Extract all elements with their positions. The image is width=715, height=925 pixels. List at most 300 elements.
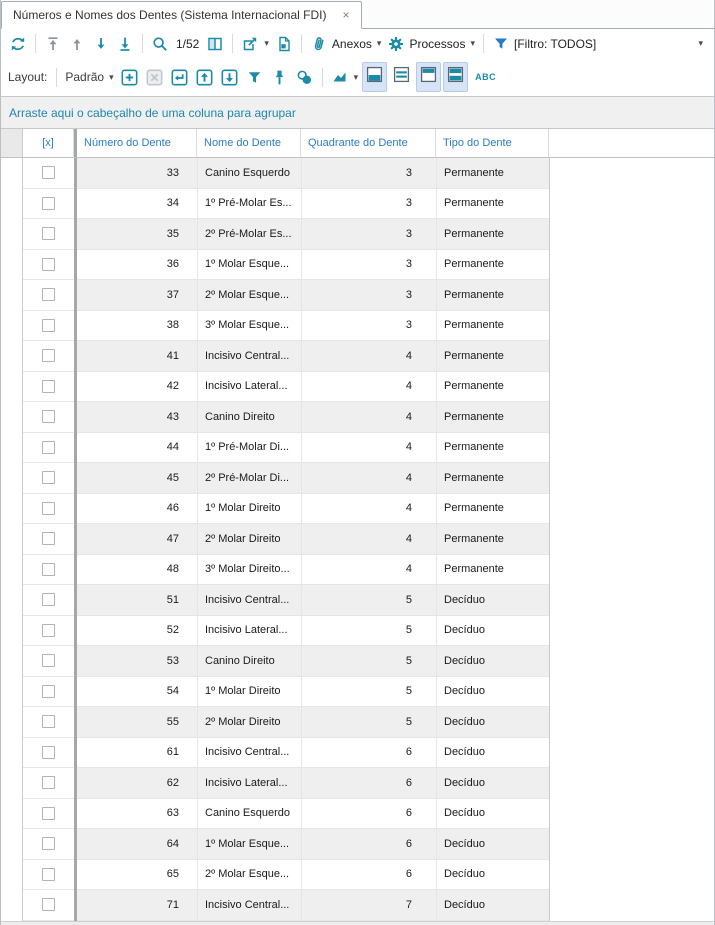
cell-nome-do-dente: 3º Molar Esque...: [197, 311, 301, 342]
checkbox[interactable]: [42, 837, 55, 850]
cell-numero-do-dente: 53: [77, 646, 197, 677]
view-stripes-toggle[interactable]: [389, 62, 414, 92]
row-checkbox-cell[interactable]: [23, 799, 74, 830]
checkbox[interactable]: [42, 227, 55, 240]
cell-quadrante-do-dente: 4: [301, 555, 436, 586]
row-filler: [549, 494, 714, 525]
table-row[interactable]: [1, 585, 714, 616]
table-row[interactable]: [1, 524, 714, 555]
cell-tipo-do-dente: Permanente: [436, 372, 549, 403]
row-filler: [549, 585, 714, 616]
paperclip-icon: [310, 35, 328, 53]
first-record-button[interactable]: [41, 33, 65, 55]
row-filler: [549, 341, 714, 372]
header-nome-do-dente[interactable]: Nome do Dente: [197, 129, 301, 158]
cell-numero-do-dente: 61: [77, 738, 197, 769]
add-button[interactable]: [117, 66, 142, 89]
row-filler: [549, 433, 714, 464]
cell-quadrante-do-dente: 3: [301, 219, 436, 250]
row-filler: [549, 555, 714, 586]
cell-quadrante-do-dente: 3: [301, 189, 436, 220]
cell-nome-do-dente: Canino Esquerdo: [197, 799, 301, 830]
checkbox[interactable]: [42, 685, 55, 698]
bottom-strip: [1, 921, 714, 925]
first-record-icon: [44, 35, 62, 53]
row-filler: [549, 311, 714, 342]
table-row[interactable]: [1, 219, 714, 250]
cell-quadrante-do-dente: 4: [301, 433, 436, 464]
cell-quadrante-do-dente: 5: [301, 677, 436, 708]
checkbox[interactable]: [42, 471, 55, 484]
row-checkbox-cell[interactable]: [23, 158, 74, 189]
row-filler: [549, 860, 714, 891]
record-counter: 1/52: [176, 36, 200, 51]
view-top-fill-icon: [420, 66, 437, 88]
separator: [301, 34, 302, 53]
cell-nome-do-dente: Incisivo Lateral...: [197, 372, 301, 403]
processos-label: Processos: [409, 36, 466, 51]
table-row[interactable]: [1, 372, 714, 403]
checkbox[interactable]: [42, 441, 55, 454]
checkbox[interactable]: [42, 258, 55, 271]
cell-nome-do-dente: 1º Molar Direito: [197, 494, 301, 525]
table-row[interactable]: [1, 555, 714, 586]
row-filler: [549, 463, 714, 494]
cell-tipo-do-dente: Decíduo: [436, 890, 549, 921]
row-indicator: [1, 677, 23, 708]
table-row[interactable]: [1, 250, 714, 281]
cell-quadrante-do-dente: 7: [301, 890, 436, 921]
checkbox[interactable]: [42, 288, 55, 301]
cell-nome-do-dente: Incisivo Central...: [197, 738, 301, 769]
cell-numero-do-dente: 51: [77, 585, 197, 616]
checkbox[interactable]: [42, 563, 55, 576]
header-numero-do-dente[interactable]: Número do Dente: [77, 129, 197, 158]
cell-quadrante-do-dente: 4: [301, 463, 436, 494]
cell-tipo-do-dente: Permanente: [436, 250, 549, 281]
cell-tipo-do-dente: Permanente: [436, 158, 549, 189]
cell-nome-do-dente: Incisivo Lateral...: [197, 768, 301, 799]
cell-numero-do-dente: 63: [77, 799, 197, 830]
table-row[interactable]: [1, 890, 714, 921]
cell-tipo-do-dente: Permanente: [436, 280, 549, 311]
cell-numero-do-dente: 52: [77, 616, 197, 647]
abc-icon[interactable]: ABC: [475, 72, 497, 82]
cell-numero-do-dente: 47: [77, 524, 197, 555]
row-checkbox-cell[interactable]: [23, 738, 74, 769]
tab-title: Números e Nomes dos Dentes (Sistema Internacional FDI): [13, 8, 327, 22]
grid-rows: [1, 158, 714, 921]
main-toolbar: [1, 29, 714, 58]
cell-quadrante-do-dente: 3: [301, 158, 436, 189]
table-row[interactable]: [1, 860, 714, 891]
next-record-button[interactable]: [89, 33, 113, 55]
chevron-down-icon[interactable]: ▾: [698, 38, 703, 48]
row-indicator: [1, 158, 23, 189]
row-indicator: [1, 189, 23, 220]
cell-nome-do-dente: 2º Molar Esque...: [197, 860, 301, 891]
separator: [322, 68, 323, 87]
checkbox[interactable]: [42, 166, 55, 179]
cell-tipo-do-dente: Decíduo: [436, 616, 549, 647]
row-checkbox-cell[interactable]: [23, 677, 74, 708]
row-indicator: [1, 341, 23, 372]
table-row[interactable]: [1, 280, 714, 311]
anexos-button[interactable]: [307, 33, 385, 55]
row-filler: [549, 524, 714, 555]
edit-button[interactable]: [167, 66, 192, 89]
refresh-button[interactable]: [6, 33, 30, 55]
row-indicator: [1, 616, 23, 647]
row-checkbox-cell[interactable]: [23, 768, 74, 799]
table-row[interactable]: [1, 433, 714, 464]
checkbox[interactable]: [42, 197, 55, 210]
row-filler: [549, 707, 714, 738]
row-indicator: [1, 860, 23, 891]
row-filler: [549, 799, 714, 830]
cell-quadrante-do-dente: 4: [301, 402, 436, 433]
row-checkbox-cell[interactable]: [23, 311, 74, 342]
cell-numero-do-dente: 35: [77, 219, 197, 250]
cell-numero-do-dente: 46: [77, 494, 197, 525]
columns-icon: [206, 35, 224, 53]
cell-numero-do-dente: 45: [77, 463, 197, 494]
cell-tipo-do-dente: Permanente: [436, 219, 549, 250]
overlapping-circles-icon: [295, 68, 314, 87]
cell-tipo-do-dente: Decíduo: [436, 829, 549, 860]
cell-tipo-do-dente: Permanente: [436, 341, 549, 372]
cell-numero-do-dente: 41: [77, 341, 197, 372]
cell-nome-do-dente: 2º Pré-Molar Es...: [197, 219, 301, 250]
export-icon: [241, 35, 259, 53]
row-filler: [549, 280, 714, 311]
row-checkbox-cell[interactable]: [23, 890, 74, 921]
cell-tipo-do-dente: Permanente: [436, 433, 549, 464]
row-filler: [549, 890, 714, 921]
cell-nome-do-dente: 1º Pré-Molar Es...: [197, 189, 301, 220]
separator: [35, 34, 36, 53]
cell-tipo-do-dente: Decíduo: [436, 585, 549, 616]
chevron-down-icon[interactable]: ▾: [470, 38, 476, 48]
row-checkbox-cell[interactable]: [23, 585, 74, 616]
anexos-label: Anexos: [331, 36, 372, 51]
checkbox[interactable]: [42, 715, 55, 728]
cell-nome-do-dente: 3º Molar Direito...: [197, 555, 301, 586]
funnel-icon: [245, 68, 264, 87]
table-row[interactable]: [1, 494, 714, 525]
cell-quadrante-do-dente: 6: [301, 860, 436, 891]
checkbox[interactable]: [42, 319, 55, 332]
checkbox[interactable]: [42, 410, 55, 423]
row-indicator: [1, 555, 23, 586]
previous-record-button[interactable]: [65, 33, 89, 55]
row-indicator: [1, 829, 23, 860]
area-chart-icon: [331, 68, 349, 86]
columns-button[interactable]: [203, 33, 227, 55]
move-up-icon: [195, 68, 214, 87]
cell-tipo-do-dente: Decíduo: [436, 860, 549, 891]
cell-numero-do-dente: 54: [77, 677, 197, 708]
checkbox[interactable]: [42, 593, 55, 606]
table-row[interactable]: [1, 677, 714, 708]
row-indicator: [1, 768, 23, 799]
cell-nome-do-dente: Canino Esquerdo: [197, 158, 301, 189]
checkbox[interactable]: [42, 868, 55, 881]
checkbox[interactable]: [42, 898, 55, 911]
group-by-hint: Arraste aqui o cabeçalho de uma coluna para agrupar: [9, 105, 296, 120]
table-row[interactable]: [1, 738, 714, 769]
pin-button[interactable]: [267, 66, 292, 89]
row-filler: [549, 616, 714, 647]
separator: [483, 34, 484, 53]
checkbox[interactable]: [42, 502, 55, 515]
separator: [232, 34, 233, 53]
cell-tipo-do-dente: Permanente: [436, 402, 549, 433]
preset-label: Padrão: [65, 70, 105, 84]
table-row[interactable]: [1, 829, 714, 860]
row-checkbox-cell[interactable]: [23, 280, 74, 311]
row-checkbox-cell[interactable]: [23, 341, 74, 372]
table-row[interactable]: [1, 189, 714, 220]
next-record-icon: [92, 35, 110, 53]
row-checkbox-cell[interactable]: [23, 860, 74, 891]
row-checkbox-cell[interactable]: [23, 402, 74, 433]
row-indicator: [1, 402, 23, 433]
cell-quadrante-do-dente: 4: [301, 372, 436, 403]
table-row[interactable]: [1, 463, 714, 494]
cell-quadrante-do-dente: 4: [301, 341, 436, 372]
cell-quadrante-do-dente: 5: [301, 646, 436, 677]
row-checkbox-cell[interactable]: [23, 646, 74, 677]
document-button[interactable]: [272, 33, 296, 55]
view-top-fill-toggle[interactable]: [416, 62, 441, 92]
cell-tipo-do-dente: Decíduo: [436, 738, 549, 769]
separator: [56, 68, 57, 87]
table-row[interactable]: [1, 311, 714, 342]
cell-tipo-do-dente: Decíduo: [436, 646, 549, 677]
delete-button[interactable]: [142, 66, 167, 89]
row-checkbox-cell[interactable]: [23, 250, 74, 281]
table-row[interactable]: [1, 768, 714, 799]
row-checkbox-cell[interactable]: [23, 463, 74, 494]
checkbox[interactable]: [42, 380, 55, 393]
cell-nome-do-dente: Incisivo Lateral...: [197, 616, 301, 647]
cell-nome-do-dente: Incisivo Central...: [197, 585, 301, 616]
view-stripes-icon: [393, 66, 410, 88]
add-icon: [120, 68, 139, 87]
layout-label: Layout:: [8, 70, 48, 84]
row-indicator: [1, 463, 23, 494]
row-checkbox-cell[interactable]: [23, 372, 74, 403]
tab-bar: [1, 0, 714, 29]
row-indicator: [1, 494, 23, 525]
layout-toolbar: [1, 58, 714, 96]
cell-quadrante-do-dente: 5: [301, 616, 436, 647]
table-row[interactable]: [1, 402, 714, 433]
header-indicator-cell: [1, 129, 23, 158]
row-filler: [549, 402, 714, 433]
row-filler: [549, 829, 714, 860]
header-quadrante-do-dente[interactable]: Quadrante do Dente: [301, 129, 436, 158]
row-indicator: [1, 738, 23, 769]
delete-icon: [145, 68, 164, 87]
header-checkbox-column[interactable]: [x]: [23, 129, 74, 158]
row-filler: [549, 677, 714, 708]
cell-tipo-do-dente: Decíduo: [436, 799, 549, 830]
table-row[interactable]: [1, 616, 714, 647]
row-indicator: [1, 524, 23, 555]
cell-numero-do-dente: 37: [77, 280, 197, 311]
grid-header: [1, 129, 714, 158]
cell-nome-do-dente: 2º Molar Direito: [197, 707, 301, 738]
chevron-down-icon[interactable]: ▾: [264, 38, 269, 48]
checkbox[interactable]: [42, 807, 55, 820]
row-indicator: [1, 311, 23, 342]
checkbox[interactable]: [42, 532, 55, 545]
cell-numero-do-dente: 34: [77, 189, 197, 220]
row-filler: [549, 158, 714, 189]
move-down-button[interactable]: [217, 66, 242, 89]
tab-numeros-nomes-dentes[interactable]: [1, 1, 362, 29]
cell-nome-do-dente: Canino Direito: [197, 402, 301, 433]
pin-icon: [270, 68, 289, 87]
cell-nome-do-dente: 1º Molar Direito: [197, 677, 301, 708]
cell-nome-do-dente: Incisivo Central...: [197, 341, 301, 372]
cell-quadrante-do-dente: 4: [301, 494, 436, 525]
last-record-button[interactable]: [113, 33, 137, 55]
row-indicator: [1, 585, 23, 616]
cell-nome-do-dente: 1º Molar Esque...: [197, 250, 301, 281]
search-icon: [151, 35, 169, 53]
view-bottom-fill-icon: [366, 66, 383, 88]
checkbox[interactable]: [42, 349, 55, 362]
cell-tipo-do-dente: Decíduo: [436, 677, 549, 708]
header-tipo-do-dente[interactable]: Tipo do Dente: [436, 129, 549, 158]
row-indicator: [1, 890, 23, 921]
row-checkbox-cell[interactable]: [23, 433, 74, 464]
cell-numero-do-dente: 44: [77, 433, 197, 464]
row-checkbox-cell[interactable]: [23, 829, 74, 860]
row-indicator: [1, 433, 23, 464]
group-by-panel[interactable]: [1, 96, 714, 129]
refresh-icon: [9, 35, 27, 53]
cell-quadrante-do-dente: 3: [301, 250, 436, 281]
row-checkbox-cell[interactable]: [23, 219, 74, 250]
checkbox[interactable]: [42, 776, 55, 789]
row-checkbox-cell[interactable]: [23, 555, 74, 586]
row-indicator: [1, 799, 23, 830]
cell-numero-do-dente: 36: [77, 250, 197, 281]
table-row[interactable]: [1, 646, 714, 677]
table-row[interactable]: [1, 158, 714, 189]
processos-button[interactable]: [384, 33, 478, 55]
cell-quadrante-do-dente: 3: [301, 311, 436, 342]
cell-tipo-do-dente: Permanente: [436, 189, 549, 220]
table-row[interactable]: [1, 799, 714, 830]
cell-nome-do-dente: 1º Pré-Molar Di...: [197, 433, 301, 464]
cell-numero-do-dente: 43: [77, 402, 197, 433]
row-indicator: [1, 250, 23, 281]
row-filler: [549, 250, 714, 281]
separator: [142, 34, 143, 53]
cell-quadrante-do-dente: 4: [301, 524, 436, 555]
cell-tipo-do-dente: Permanente: [436, 555, 549, 586]
area-chart-button[interactable]: [328, 66, 362, 88]
cell-numero-do-dente: 38: [77, 311, 197, 342]
checkbox[interactable]: [42, 746, 55, 759]
cell-numero-do-dente: 55: [77, 707, 197, 738]
cell-nome-do-dente: 2º Pré-Molar Di...: [197, 463, 301, 494]
view-split-toggle[interactable]: [443, 62, 468, 92]
cell-nome-do-dente: Canino Direito: [197, 646, 301, 677]
search-button[interactable]: [148, 33, 172, 55]
view-bottom-fill-toggle[interactable]: [362, 62, 387, 92]
cell-tipo-do-dente: Permanente: [436, 311, 549, 342]
layout-preset-dropdown[interactable]: [62, 68, 116, 86]
row-checkbox-cell[interactable]: [23, 616, 74, 647]
last-record-icon: [116, 35, 134, 53]
move-down-icon: [220, 68, 239, 87]
cell-nome-do-dente: Incisivo Central...: [197, 890, 301, 921]
row-indicator: [1, 280, 23, 311]
cell-quadrante-do-dente: 3: [301, 280, 436, 311]
funnel-button[interactable]: [242, 66, 267, 89]
cell-tipo-do-dente: Permanente: [436, 494, 549, 525]
cell-tipo-do-dente: Permanente: [436, 524, 549, 555]
cell-quadrante-do-dente: 6: [301, 738, 436, 769]
cell-quadrante-do-dente: 5: [301, 707, 436, 738]
row-checkbox-cell[interactable]: [23, 707, 74, 738]
row-indicator: [1, 372, 23, 403]
checkbox[interactable]: [42, 654, 55, 667]
overlapping-circles-button[interactable]: [292, 66, 317, 89]
row-filler: [549, 219, 714, 250]
row-filler: [549, 646, 714, 677]
cell-nome-do-dente: 1º Molar Esque...: [197, 829, 301, 860]
export-button[interactable]: [238, 33, 272, 55]
checkbox[interactable]: [42, 624, 55, 637]
cell-numero-do-dente: 62: [77, 768, 197, 799]
chevron-down-icon[interactable]: ▾: [376, 38, 382, 48]
cell-numero-do-dente: 33: [77, 158, 197, 189]
table-row[interactable]: [1, 341, 714, 372]
cell-tipo-do-dente: Permanente: [436, 463, 549, 494]
row-indicator: [1, 219, 23, 250]
cell-nome-do-dente: 2º Molar Esque...: [197, 280, 301, 311]
filtro-label: [Filtro: TODOS]: [514, 36, 597, 51]
edit-return-icon: [170, 68, 189, 87]
cell-quadrante-do-dente: 6: [301, 799, 436, 830]
cell-numero-do-dente: 71: [77, 890, 197, 921]
previous-record-icon: [68, 35, 86, 53]
close-icon[interactable]: ×: [342, 8, 350, 22]
header-filler: [549, 129, 714, 158]
row-filler: [549, 189, 714, 220]
document-icon: [275, 35, 293, 53]
table-row[interactable]: [1, 707, 714, 738]
row-filler: [549, 738, 714, 769]
row-checkbox-cell[interactable]: [23, 494, 74, 525]
cell-quadrante-do-dente: 6: [301, 829, 436, 860]
chevron-down-icon: ▾: [353, 71, 359, 82]
filtro-button[interactable]: [489, 33, 599, 55]
row-filler: [549, 768, 714, 799]
row-checkbox-cell[interactable]: [23, 189, 74, 220]
cell-quadrante-do-dente: 6: [301, 768, 436, 799]
row-checkbox-cell[interactable]: [23, 524, 74, 555]
row-indicator: [1, 707, 23, 738]
move-up-button[interactable]: [192, 66, 217, 89]
